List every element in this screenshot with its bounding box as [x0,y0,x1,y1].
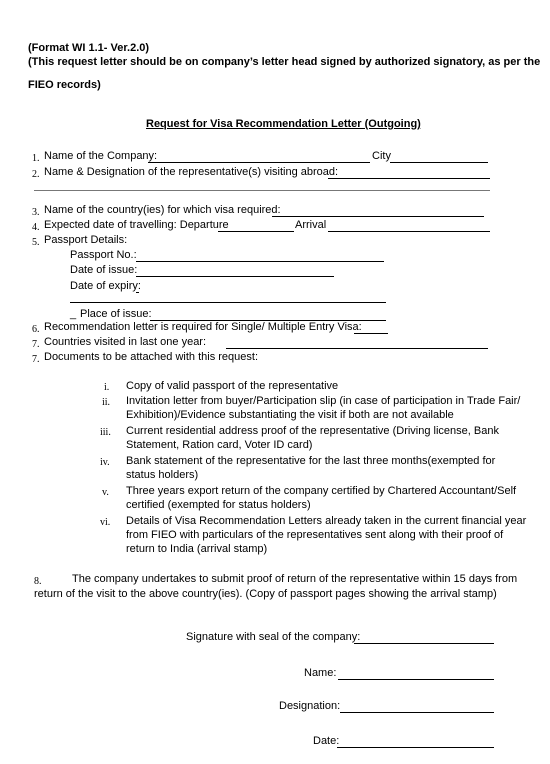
company-label: Name of the Company: [44,150,158,162]
list-number: v. [102,487,109,498]
list-item-line: Invitation letter from buyer/Participation slip (in case of participation in Trade Fair/ [126,395,521,407]
date-of-expiry-field-line[interactable] [136,292,139,293]
list-number: i. [104,382,110,393]
list-number: iii. [100,427,111,438]
name-label: Name: [304,667,337,679]
documents-label: Documents to be attached with this request: [44,351,259,363]
countries-visited-field-line[interactable] [226,348,488,349]
header-note-line1: (This request letter should be on company’s letter head signed by authorized signatory, as per the [28,56,541,68]
travel-date-label: Expected date of travelling: Departure [44,219,229,231]
list-number: ii. [102,397,111,408]
signature-field-line[interactable] [354,643,494,644]
entry-type-field-line[interactable] [354,333,388,334]
item-number: 8. [34,576,42,587]
place-prefix: _ [70,308,77,320]
item-number: 6. [32,324,40,335]
passport-no-field-line[interactable] [136,261,384,262]
city-label: City [372,150,391,162]
place-of-issue-label: Place of issue: [80,308,152,320]
item-number: 7. [32,354,40,365]
undertaking-line1: The company undertakes to submit proof of return of the representative within 15 days from [72,573,518,585]
date-of-issue-label: Date of issue: [70,264,138,276]
list-item-line: Statement, Ration card, Voter ID card) [126,439,313,451]
list-number: iv. [100,457,110,468]
undertaking-line2: return of the visit to the above country(ies). (Copy of passport pages showing the arrival stamp) [34,588,497,600]
representative-field-line[interactable] [328,178,490,179]
item-number: 4. [32,222,40,233]
passport-details-label: Passport Details: [44,234,128,246]
item-number: 2. [32,169,40,180]
name-field-line[interactable] [338,679,494,680]
date-field-line[interactable] [337,747,494,748]
list-item-line: Bank statement of the representative for the last three months(exempted for [126,455,496,467]
item-number: 1. [32,153,40,164]
list-item-line: from FIEO with particulars of the representatives sent along with their proof of [126,529,504,541]
item-number: 7. [32,339,40,350]
date-of-expiry-label: Date of expiry: [70,280,141,292]
company-field-line[interactable] [148,162,370,163]
date-label: Date: [313,735,340,747]
countries-visited-label: Countries visited in last one year: [44,336,207,348]
city-field-line[interactable] [390,162,488,163]
passport-extra-line[interactable] [70,302,386,303]
item-number: 5. [32,237,40,248]
format-code: (Format WI 1.1- Ver.2.0) [28,42,150,54]
signature-seal-label: Signature with seal of the company: [186,631,361,643]
representative-extra-line[interactable] [34,190,490,191]
list-number: vi. [100,517,111,528]
list-item-line: certified (exempted for status holders) [126,499,311,511]
country-field-line[interactable] [272,216,484,217]
list-item-line: status holders) [126,469,199,481]
page-title: Request for Visa Recommendation Letter (Outgoing) [146,118,421,130]
list-item-line: Three years export return of the company certified by Chartered Accountant/Self [126,485,517,497]
representative-label: Name & Designation of the representative(s) visiting abroad: [44,166,339,178]
arrival-field-line[interactable] [328,231,490,232]
designation-field-line[interactable] [340,712,494,713]
list-item-line: Current residential address proof of the representative (Driving license, Bank [126,425,499,437]
departure-field-line[interactable] [218,231,294,232]
date-of-issue-field-line[interactable] [136,276,334,277]
designation-label: Designation: [279,700,341,712]
header-note-line2: FIEO records) [28,79,101,91]
list-item-line: Copy of valid passport of the representative [126,380,339,392]
list-item-line: return to India (arrival stamp) [126,543,268,555]
item-number: 3. [32,207,40,218]
arrival-label: Arrival [295,219,327,231]
entry-type-label: Recommendation letter is required for Single/ Multiple Entry Visa: [44,321,362,333]
list-item-line: Details of Visa Recommendation Letters already taken in the current financial year [126,515,527,527]
country-label: Name of the country(ies) for which visa required: [44,204,281,216]
passport-no-label: Passport No.: [70,249,137,261]
list-item-line: Exhibition)/Evidence substantiating the visit if both are not available [126,409,454,421]
